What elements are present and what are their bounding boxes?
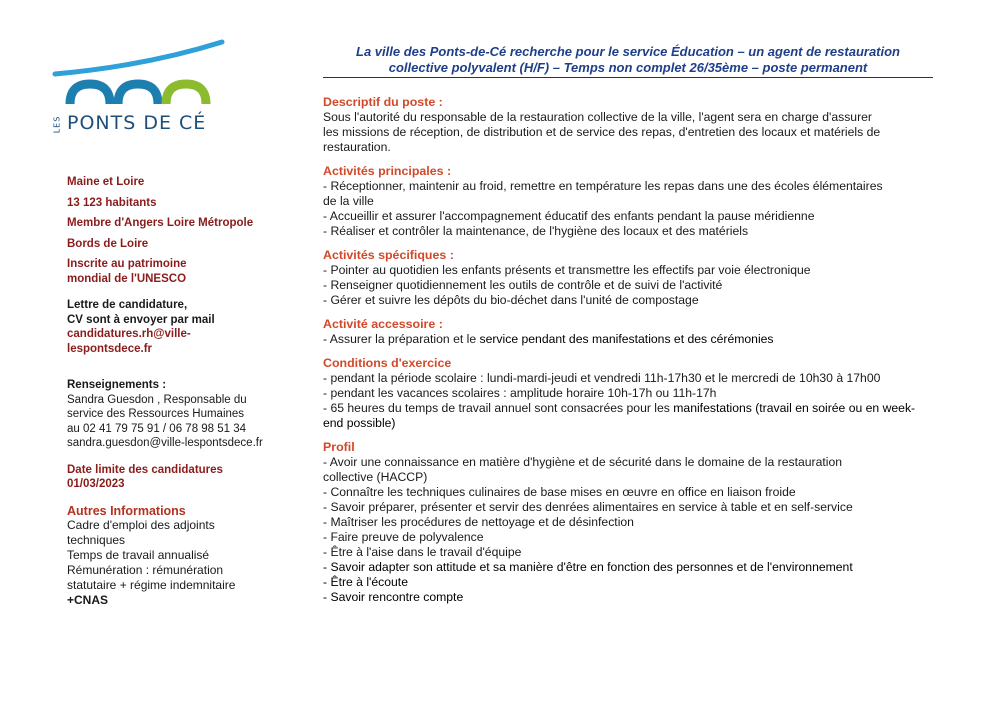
application-email-1[interactable]: candidatures.rh@ville-: [67, 328, 191, 340]
section-title: Profil: [323, 440, 355, 454]
section-title: Activité accessoire :: [323, 317, 443, 331]
text-line: - Savoir préparer, présenter et servir des denrées alimentaires en service à table et en self-service: [323, 500, 853, 514]
application-line-1: Lettre de candidature,: [67, 299, 188, 311]
text-end: service pendant des manifestations et des cérémonies: [479, 332, 774, 346]
text-end: manifestations (travail en soirée ou en week-end possible): [323, 401, 916, 430]
autres-line: Rémunération : rémunération: [67, 563, 224, 577]
population: 13 123 habitants: [67, 196, 157, 209]
section-title: Conditions d'exercice: [323, 356, 452, 370]
text-line: - Être à l'écoute: [323, 575, 408, 589]
info-line-1: Sandra Guesdon , Responsable du: [67, 393, 247, 406]
text-line: Sous l'autorité du responsable de la restauration collective de la ville, l'agent sera en charge d'assurer: [323, 110, 872, 124]
text-line: [323, 332, 933, 347]
section-conditions: [323, 356, 933, 431]
text-line: restauration.: [323, 140, 391, 154]
membership: Membre d'Angers Loire Métropole: [67, 217, 254, 229]
application-line-2: CV sont à envoyer par mail: [67, 313, 215, 326]
logo-prefix: LES: [52, 115, 62, 134]
unesco-line-1: Inscrite au patrimoine: [67, 258, 187, 270]
autres-title: Autres Informations: [67, 503, 186, 518]
section-accessoire: [323, 317, 933, 347]
text-line: - Pointer au quotidien les enfants présents et transmettre les effectifs par voie électronique: [323, 263, 811, 277]
text-line: collective (HACCP): [323, 470, 428, 484]
text-line: - pendant la période scolaire : lundi-mardi-jeudi et vendredi 11h-17h30 et le mercredi de 10h30 à 17h00: [323, 371, 881, 385]
section-descriptif: [323, 95, 933, 155]
sidebar: [67, 175, 292, 608]
text-line: - Avoir une connaissance en matière d'hygiène et de sécurité dans le domaine de la restauration: [323, 455, 843, 469]
logo-arch-1: [70, 84, 110, 104]
job-title: [323, 44, 933, 75]
autres-line: +CNAS: [67, 593, 109, 607]
text-line: - Renseigner quotidiennement les outils de contrôle et de suivi de l'activité: [323, 278, 723, 292]
info-email[interactable]: sandra.guesdon@ville-lespontsdece.fr: [67, 437, 263, 449]
autres-line: Cadre d'emploi des adjoints: [67, 518, 215, 532]
text-start: - Assurer la préparation et le: [323, 332, 480, 346]
autres-line: techniques: [67, 533, 126, 547]
text-start: - 65 heures du temps de travail annuel sont consacrées pour les: [323, 401, 674, 415]
text-line: - Réceptionner, maintenir au froid, remettre en température les repas dans une des écoles élémentaires: [323, 179, 883, 193]
text-line: - pendant les vacances scolaires : amplitude horaire 10h-17h ou 11h-17h: [323, 386, 717, 400]
section-profil: [323, 440, 933, 605]
text-line: - Faire preuve de polyvalence: [323, 530, 484, 544]
section-title: Activités principales :: [323, 164, 452, 178]
job-title-line-2: collective polyvalent (H/F) – Temps non complet 26/35ème – poste permanent: [388, 59, 868, 75]
text-line: - Maîtriser les procédures de nettoyage et de désinfection: [323, 515, 634, 529]
unesco-line-2: mondial de l'UNESCO: [67, 272, 187, 285]
text-line: - Savoir adapter son attitude et sa manière d'être en fonction des personnes et de l'environnement: [323, 560, 853, 574]
text-line: - Réaliser et contrôler la maintenance, de l'hygiène des locaux et des matériels: [323, 224, 749, 238]
section-principales: [323, 164, 933, 239]
section-title: Descriptif du poste :: [323, 95, 443, 109]
logo-arch-3: [166, 84, 206, 104]
text-line: [323, 401, 933, 431]
logo-arch-2: [118, 84, 158, 104]
text-line: - Accueillir et assurer l'accompagnement éducatif des enfants pendant la pause méridienne: [323, 209, 815, 223]
info-line-2: service des Ressources Humaines: [67, 408, 245, 420]
text-line: les missions de réception, de distribution et de service des repas, d'entretien des locaux et matériels de: [323, 125, 881, 139]
deadline-title: Date limite des candidatures: [67, 463, 223, 476]
region: Maine et Loire: [67, 176, 145, 188]
header-divider: [323, 77, 933, 78]
text-line: - Gérer et suivre les dépôts du bio-déchet dans l'unité de compostage: [323, 293, 699, 307]
deadline-date: 01/03/2023: [67, 478, 125, 490]
location: Bords de Loire: [67, 237, 149, 250]
text-line: - Savoir rencontre compte: [323, 590, 464, 604]
autres-line: Temps de travail annualisé: [67, 548, 210, 562]
text-line: - Connaître les techniques culinaires de base mises en œuvre en office en liaison froide: [323, 485, 796, 499]
section-title: Activités spécifiques :: [323, 248, 454, 262]
text-line: de la ville: [323, 194, 374, 208]
application-email-2[interactable]: lespontsdece.fr: [67, 342, 152, 355]
logo-arc: [55, 42, 222, 74]
logo-name: PONTS DE CÉ: [67, 112, 207, 134]
job-description: [323, 95, 933, 614]
info-line-3: au 02 41 79 75 91 / 06 78 98 51 34: [67, 422, 247, 435]
autres-line: statutaire + régime indemnitaire: [67, 578, 236, 592]
info-title: Renseignements :: [67, 379, 167, 391]
section-specifiques: [323, 248, 933, 308]
text-line: - Être à l'aise dans le travail d'équipe: [323, 545, 522, 559]
job-title-line-1: La ville des Ponts-de-Cé recherche pour le service Éducation – un agent de restauration: [356, 44, 900, 59]
